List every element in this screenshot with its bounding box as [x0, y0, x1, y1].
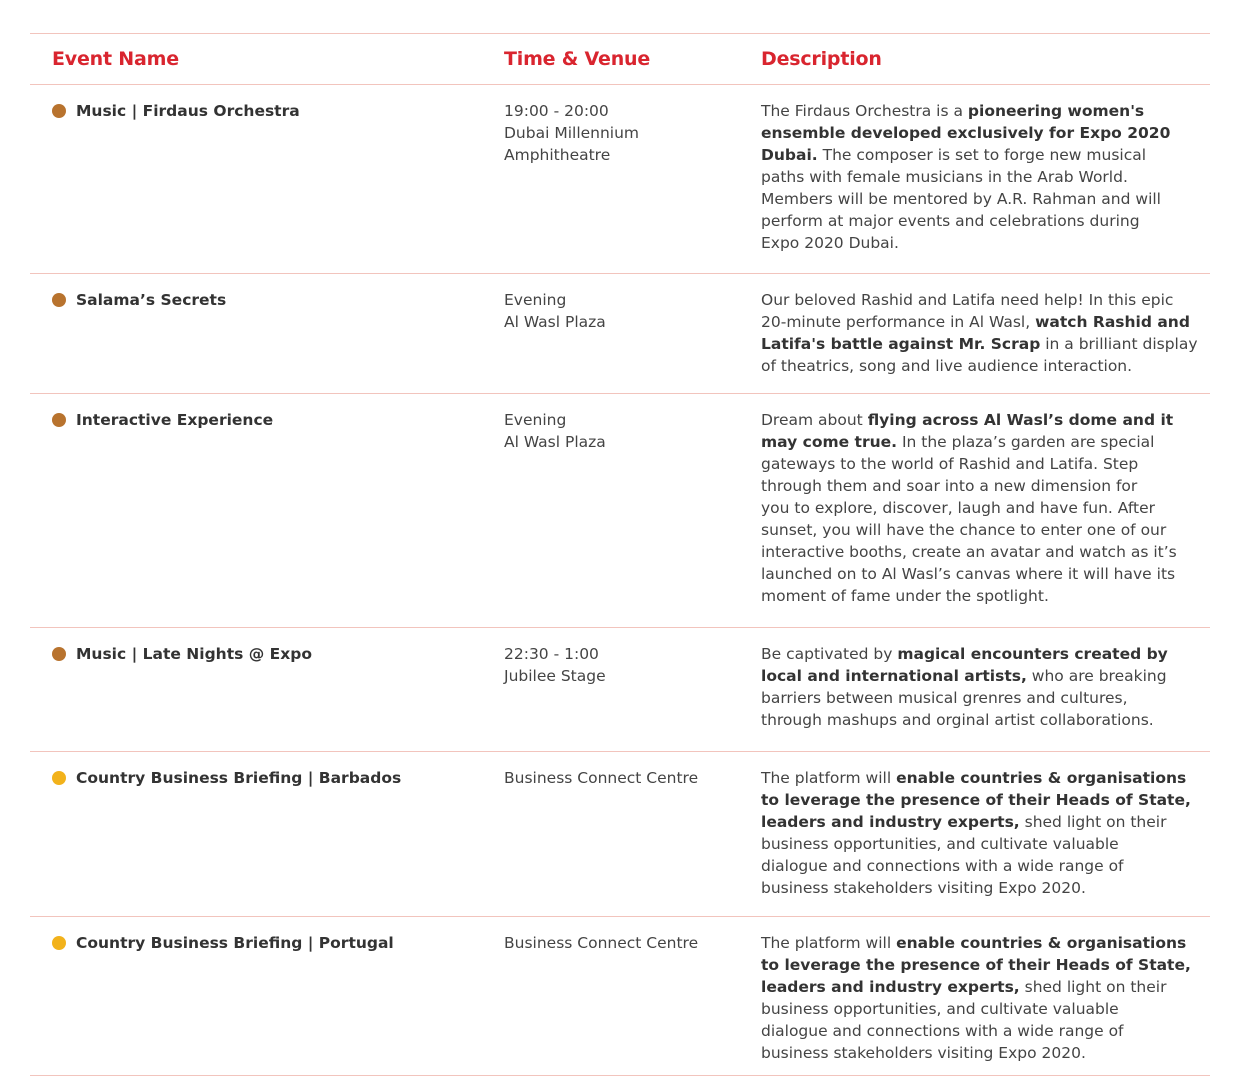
description-line [761, 976, 1206, 998]
description-text: barriers between musical grenres and cultures, [761, 689, 1128, 707]
table-body [30, 85, 1210, 1076]
description-text: Our beloved Rashid and Latifa need help! In this epic [761, 291, 1174, 309]
description-line [761, 687, 1206, 709]
description-line [761, 188, 1206, 210]
time-venue-cell [504, 767, 734, 789]
description-text: perform at major events and celebrations during [761, 212, 1140, 230]
description-text: The Firdaus Orchestra is a [761, 102, 968, 120]
description-line [761, 585, 1206, 607]
description-bold-text: local and international artists, [761, 667, 1027, 685]
event-name: Country Business Briefing | Barbados [76, 769, 402, 787]
header-event-name: Event Name [52, 48, 179, 70]
description-cell [761, 643, 1206, 731]
description-text: 20-minute performance in Al Wasl, [761, 313, 1036, 331]
event-name: Country Business Briefing | Portugal [76, 934, 394, 952]
description-text: The composer is set to forge new musical [817, 146, 1147, 164]
table-row [30, 274, 1210, 394]
description-bold-text: magical encounters created by [897, 645, 1168, 663]
yellow-dot-icon [52, 771, 66, 785]
description-bold-text: enable countries & organisations [896, 934, 1187, 952]
description-text: The platform will [761, 769, 897, 787]
description-text: in a brilliant display [1040, 335, 1198, 353]
description-text: Be captivated by [761, 645, 898, 663]
header-time-venue: Time & Venue [504, 48, 651, 70]
description-text: business opportunities, and cultivate valuable [761, 835, 1119, 853]
description-bold-text: to leverage the presence of their Heads of State, [761, 791, 1191, 809]
description-line [761, 431, 1206, 453]
description-line [761, 1020, 1206, 1042]
event-name-cell [52, 289, 492, 311]
description-cell [761, 409, 1206, 607]
description-line [761, 811, 1206, 833]
description-line [761, 932, 1206, 954]
description-line [761, 855, 1206, 877]
description-cell [761, 932, 1206, 1064]
description-cell [761, 100, 1206, 254]
description-text: paths with female musicians in the Arab World. [761, 168, 1128, 186]
description-bold-text: enable countries & organisations [896, 769, 1187, 787]
description-text: you to explore, discover, laugh and have fun. After [761, 499, 1155, 517]
description-line [761, 311, 1206, 333]
description-text: The platform will [761, 934, 897, 952]
description-line [761, 166, 1206, 188]
description-text: dialogue and connections with a wide range of [761, 857, 1124, 875]
description-bold-text: ensemble developed exclusively for Expo 2020 [761, 124, 1171, 142]
description-line [761, 665, 1206, 687]
description-text: business stakeholders visiting Expo 2020. [761, 1044, 1086, 1062]
event-name: Salama’s Secrets [76, 291, 227, 309]
event-name: Music | Firdaus Orchestra [76, 102, 300, 120]
event-name-cell [52, 409, 492, 431]
table-row [30, 85, 1210, 274]
time-venue-line: Dubai Millennium [504, 124, 640, 142]
event-name-cell [52, 767, 492, 789]
time-venue-line: Evening [504, 411, 567, 429]
description-cell [761, 289, 1206, 377]
table-row [30, 917, 1210, 1076]
description-line [761, 541, 1206, 563]
time-venue-cell [504, 100, 734, 166]
event-name: Music | Late Nights @ Expo [76, 645, 312, 663]
description-text: business opportunities, and cultivate valuable [761, 1000, 1119, 1018]
table-header [30, 34, 1210, 85]
time-venue-line: Amphitheatre [504, 146, 611, 164]
description-line [761, 122, 1206, 144]
description-line [761, 833, 1206, 855]
description-line [761, 709, 1206, 731]
description-line [761, 210, 1206, 232]
description-text: business stakeholders visiting Expo 2020. [761, 879, 1086, 897]
description-text: Expo 2020 Dubai. [761, 234, 899, 252]
description-bold-text: leaders and industry experts, [761, 978, 1020, 996]
description-line [761, 453, 1206, 475]
description-line [761, 144, 1206, 166]
description-bold-text: may come true. [761, 433, 898, 451]
table-row [30, 628, 1210, 752]
description-bold-text: flying across Al Wasl’s dome and it [867, 411, 1174, 429]
description-bold-text: to leverage the presence of their Heads of State, [761, 956, 1191, 974]
description-line [761, 954, 1206, 976]
event-name: Interactive Experience [76, 411, 274, 429]
description-line [761, 563, 1206, 585]
description-bold-text: leaders and industry experts, [761, 813, 1020, 831]
brown-dot-icon [52, 647, 66, 661]
time-venue-line: Al Wasl Plaza [504, 313, 606, 331]
description-bold-text: pioneering women's [967, 102, 1145, 120]
time-venue-line: 22:30 - 1:00 [504, 645, 599, 663]
event-name-cell [52, 100, 492, 122]
event-name-cell [52, 643, 492, 665]
table-row [30, 394, 1210, 628]
time-venue-line: Jubilee Stage [504, 667, 606, 685]
description-text: Members will be mentored by A.R. Rahman and will [761, 190, 1161, 208]
yellow-dot-icon [52, 936, 66, 950]
description-line [761, 232, 1206, 254]
table-row [30, 752, 1210, 917]
description-bold-text: Latifa's battle against Mr. Scrap [761, 335, 1041, 353]
time-venue-cell [504, 932, 734, 954]
description-bold-text: watch Rashid and [1035, 313, 1190, 331]
time-venue-cell [504, 289, 734, 333]
description-line [761, 519, 1206, 541]
header-description: Description [761, 48, 882, 70]
description-text: sunset, you will have the chance to enter one of our [761, 521, 1167, 539]
description-line [761, 355, 1206, 377]
description-line [761, 289, 1206, 311]
description-line [761, 497, 1206, 519]
description-line [761, 789, 1206, 811]
brown-dot-icon [52, 293, 66, 307]
description-line [761, 877, 1206, 899]
description-line [761, 643, 1206, 665]
description-text: shed light on their [1019, 978, 1167, 996]
description-line [761, 100, 1206, 122]
brown-dot-icon [52, 413, 66, 427]
description-text: gateways to the world of Rashid and Latifa. Step [761, 455, 1139, 473]
time-venue-line: Al Wasl Plaza [504, 433, 606, 451]
description-text: launched on to Al Wasl’s canvas where it will have its [761, 565, 1176, 583]
description-text: Dream about [761, 411, 868, 429]
description-line [761, 409, 1206, 431]
time-venue-cell [504, 643, 734, 687]
description-line [761, 475, 1206, 497]
time-venue-cell [504, 409, 734, 453]
description-line [761, 998, 1206, 1020]
brown-dot-icon [52, 104, 66, 118]
description-text: through mashups and orginal artist collaborations. [761, 711, 1154, 729]
description-text: interactive booths, create an avatar and watch as it’s [761, 543, 1177, 561]
description-text: of theatrics, song and live audience interaction. [761, 357, 1133, 375]
events-table [30, 33, 1210, 1076]
description-line [761, 1042, 1206, 1064]
time-venue-line: 19:00 - 20:00 [504, 102, 609, 120]
time-venue-line: Business Connect Centre [504, 934, 699, 952]
description-text: shed light on their [1019, 813, 1167, 831]
description-bold-text: Dubai. [761, 146, 818, 164]
description-text: moment of fame under the spotlight. [761, 587, 1049, 605]
description-text: dialogue and connections with a wide range of [761, 1022, 1124, 1040]
description-text: who are breaking [1026, 667, 1167, 685]
description-cell [761, 767, 1206, 899]
time-venue-line: Evening [504, 291, 567, 309]
description-text: In the plaza’s garden are special [897, 433, 1155, 451]
event-name-cell [52, 932, 492, 954]
description-line [761, 333, 1206, 355]
time-venue-line: Business Connect Centre [504, 769, 699, 787]
description-line [761, 767, 1206, 789]
description-text: through them and soar into a new dimension for [761, 477, 1138, 495]
